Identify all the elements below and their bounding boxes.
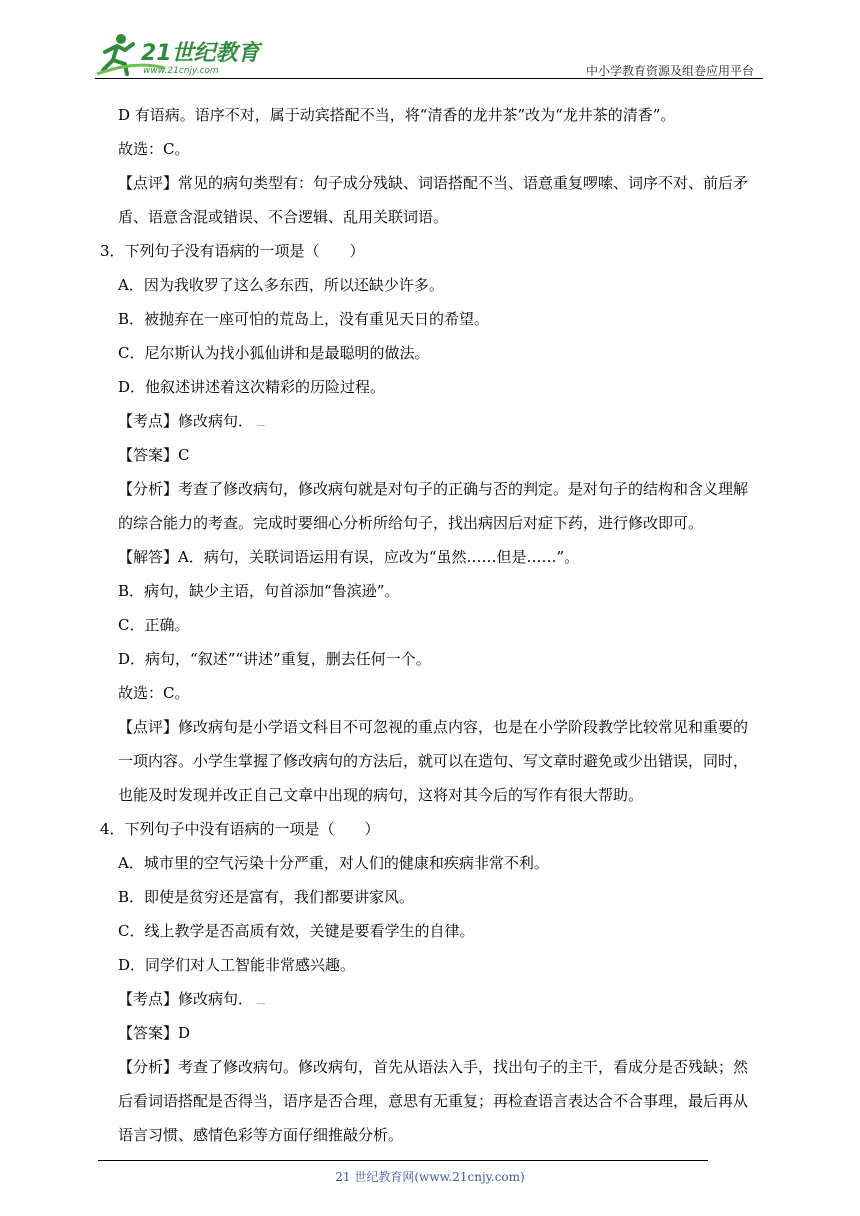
text-line: 故选：C。 [118, 140, 190, 158]
question-3-stem: 3．下列句子没有语病的一项是（ ） [100, 242, 365, 260]
text-line: 【点评】修改病句是小学语文科目不可忽视的重点内容，也是在小学阶段教学比较常见和重要的 [118, 718, 749, 736]
footer-divider [98, 1160, 708, 1161]
text-line: 【点评】常见的病句类型有：句子成分残缺、词语搭配不当、语意重复啰嗦、词序不对、前后矛 [118, 174, 749, 192]
option-c: C．线上教学是否高质有效，关键是要看学生的自律。 [118, 922, 475, 940]
svg-text:21世纪教育: 21世纪教育 [141, 41, 260, 66]
site-logo[interactable] [95, 30, 275, 78]
blank-mark-icon [257, 993, 265, 1004]
text-line: D 有语病。语序不对，属于动宾搭配不当，将“清香的龙井茶”改为“龙井茶的清香”。 [118, 106, 676, 124]
knowledge-point: 【考点】修改病句． [118, 411, 265, 431]
page-header [95, 30, 760, 80]
platform-name: 中小学教育资源及组卷应用平台 [585, 64, 754, 78]
option-a: A．因为我收罗了这么多东西，所以还缺少许多。 [118, 276, 444, 294]
text-line: 语言习惯、感情色彩等方面仔细推敲分析。 [118, 1126, 404, 1144]
option-b: B．即使是贫穷还是富有，我们都要讲家风。 [118, 888, 415, 906]
runner-logo-icon [95, 30, 275, 78]
question-4-stem: 4．下列句子中没有语病的一项是（ ） [100, 820, 380, 838]
text-line: C．正确。 [118, 616, 190, 634]
option-a: A．城市里的空气污染十分严重，对人们的健康和疾病非常不利。 [118, 854, 549, 872]
answer: 【答案】D [118, 1024, 191, 1042]
knowledge-point: 【考点】修改病句． [118, 989, 265, 1009]
header-divider [95, 78, 763, 79]
svg-text:www.21cnjy.com: www.21cnjy.com [143, 66, 219, 76]
text-line: 故选：C。 [118, 684, 190, 702]
option-c: C．尼尔斯认为找小狐仙讲和是最聪明的做法。 [118, 344, 430, 362]
text-line: B．病句，缺少主语，句首添加“鲁滨逊”。 [118, 582, 400, 600]
option-d: D．同学们对人工智能非常感兴趣。 [118, 956, 356, 974]
option-d: D．他叙述讲述着这次精彩的历险过程。 [118, 378, 386, 396]
blank-mark-icon [257, 415, 265, 426]
text-line: 【分析】考查了修改病句，修改病句就是对句子的正确与否的判定。是对句子的结构和含义理解 [118, 480, 749, 498]
text-line: 【分析】考查了修改病句。修改病句，首先从语法入手，找出句子的主干，看成分是否残缺；然 [118, 1058, 749, 1076]
text-line: 也能及时发现并改正自己文章中出现的病句，这将对其今后的写作有很大帮助。 [118, 786, 644, 804]
text-line: 后看词语搭配是否得当，语序是否合理，意思有无重复；再检查语言表达合不合事理，最后再从 [118, 1092, 749, 1110]
text-line: 盾、语意含混或错误、不合逻辑、乱用关联词语。 [118, 208, 449, 226]
text-line: D．病句，“叙述”“讲述”重复，删去任何一个。 [118, 650, 431, 668]
option-b: B．被抛弃在一座可怕的荒岛上，没有重见天日的希望。 [118, 310, 490, 328]
text-line: 【解答】A．病句，关联词语运用有误，应改为“虽然……但是……”。 [118, 548, 580, 566]
answer: 【答案】C [118, 446, 190, 464]
text-line: 的综合能力的考查。完成时要细心分析所给句子，找出病因后对症下药，进行修改即可。 [118, 514, 704, 532]
text-line: 一项内容。小学生掌握了修改病句的方法后，就可以在造句、写文章时避免或少出错误，同时， [118, 752, 749, 770]
footer-link[interactable]: 21 世纪教育网(www.21cnjy.com) [335, 1170, 525, 1184]
